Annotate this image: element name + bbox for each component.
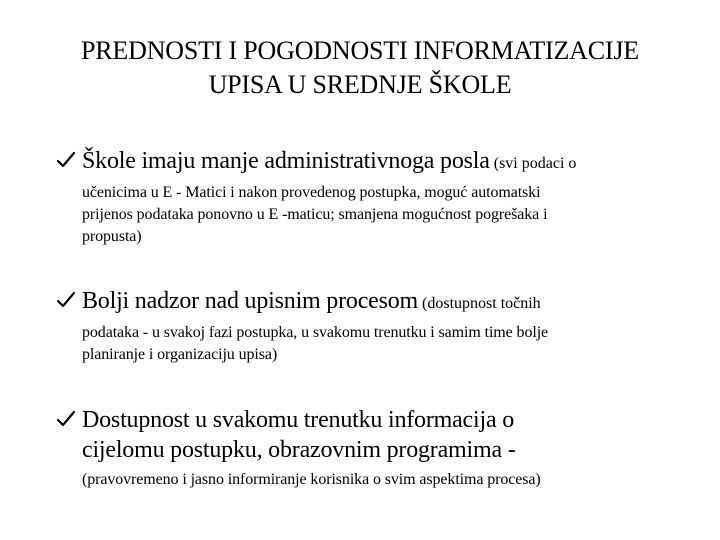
bullet-2-detail-line-2: planiranje i organizaciju upisa) (82, 346, 278, 363)
bullet-1-detail-line-2: prijenos podataka ponovno u E -maticu; smanjena mogućnost pogrešaka i (82, 206, 548, 223)
bullet-3-detail (82, 469, 696, 491)
checkmark-icon (56, 409, 78, 431)
checkmark-icon (56, 290, 78, 312)
bullet-2-detail-inline: (dostupnost točnih (422, 295, 541, 312)
checkmark-icon (56, 150, 78, 172)
slide-title (0, 34, 720, 102)
bullet-1-main-text: Škole imaju manje administrativnoga posla (82, 148, 490, 174)
bullet-1-detail-line-3: propusta) (82, 228, 142, 245)
slide-title-line-1: PREDNOSTI I POGODNOSTI INFORMATIZACIJE (81, 36, 639, 65)
bullet-2-detail (82, 322, 696, 366)
bullet-item-2 (56, 286, 696, 366)
slide-title-line-2: UPISA U SREDNJE ŠKOLE (208, 70, 512, 99)
bullet-3-main-line-2: cijelomu postupku, obrazovnim programima - (82, 437, 516, 463)
bullet-item-1 (56, 146, 696, 248)
bullet-3-main-text (82, 405, 696, 465)
bullet-2-detail-line-1: podataka - u svakoj fazi postupka, u svakomu trenutku i samim time bolje (82, 324, 549, 341)
bullet-2-main-text: Bolji nadzor nad upisnim procesom (82, 288, 419, 314)
bullet-1-detail-inline: (svi podaci o (493, 155, 577, 172)
bullet-1-detail (82, 182, 696, 248)
bullet-3-main-line-1: Dostupnost u svakomu trenutku informacija o (82, 407, 515, 433)
bullet-item-3 (56, 405, 696, 491)
bullet-3-detail-line-1: (pravovremeno i jasno informiranje korisnika o svim aspektima procesa) (82, 471, 541, 488)
bullet-1-detail-line-1: učenicima u E - Matici i nakon provedenog postupka, moguć automatski (82, 184, 541, 201)
